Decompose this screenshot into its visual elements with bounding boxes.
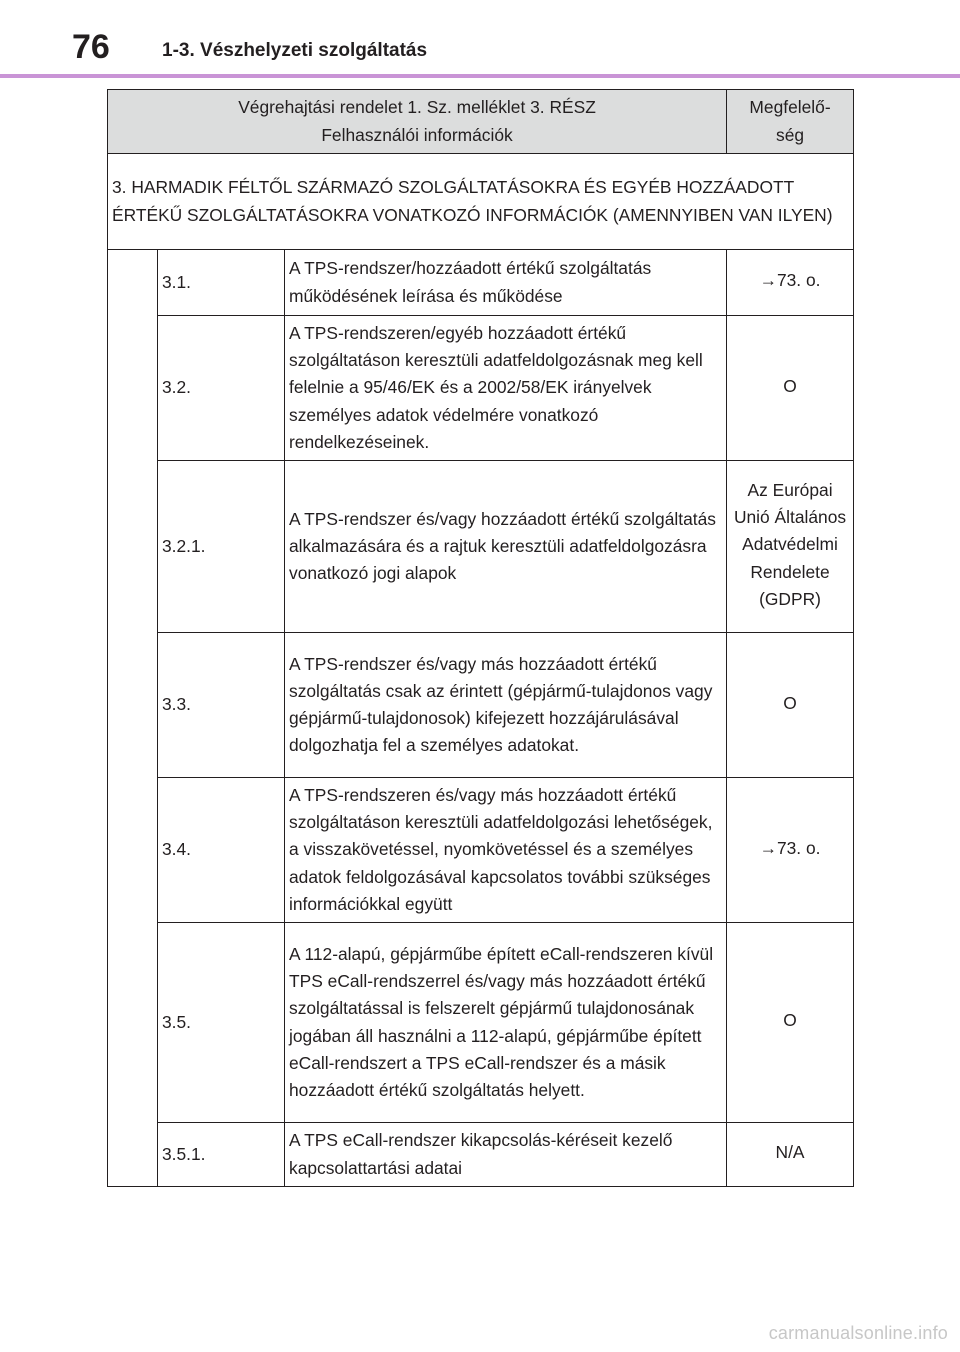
row-text: A TPS-rendszeren és/vagy más hozzáadott értékű szolgáltatáson keresztüli adatfeldolgozási lehetőségek, a visszakövetéssel, nyomkövetéssel és a személyes adatok feldolgozásával kapcsolatos további szükséges információkkal együtt <box>285 778 727 923</box>
section-heading-row <box>108 154 854 250</box>
header-title-line-1: Végrehajtási rendelet 1. Sz. melléklet 3. RÉSZ <box>238 97 596 118</box>
row-reference: Az Európai Unió Általános Adatvédelmi Rendelete (GDPR) <box>727 461 854 633</box>
section-title: 1-3. Vészhelyzeti szolgáltatás <box>162 40 428 61</box>
header-title-cell <box>108 90 727 154</box>
row-text: A TPS-rendszer/hozzáadott értékű szolgáltatás működésének leírása és működése <box>285 250 727 316</box>
indent-cell <box>108 250 158 1187</box>
header-title-line-2: Felhasználói információk <box>321 124 513 145</box>
row-text: A TPS-rendszeren/egyéb hozzáadott értékű szolgáltatáson keresztüli adatfeldolgozásnak meg kell felelnie a 95/46/EK és a 2002/58/EK irányelvek személyes adatok védelmére vonatkozó rendelkezéseinek. <box>285 316 727 461</box>
table-row <box>108 778 854 923</box>
page-number: 76 <box>72 28 110 66</box>
table-row <box>108 461 854 633</box>
row-reference: O <box>727 923 854 1123</box>
row-reference: O <box>727 316 854 461</box>
row-number: 3.4. <box>158 778 285 923</box>
row-reference: →73. o. <box>727 250 854 316</box>
row-reference: →73. o. <box>727 778 854 923</box>
row-text: A TPS-rendszer és/vagy más hozzáadott értékű szolgáltatás csak az érintett (gépjármű-tulajdonos vagy gépjármű-tulajdonosok) kifejezett hozzájárulásával dolgozhatja fel a személyes adatokat. <box>285 633 727 778</box>
header-compliance-cell <box>727 90 854 154</box>
table-row <box>108 316 854 461</box>
row-number: 3.2. <box>158 316 285 461</box>
header-divider <box>0 74 960 78</box>
row-number: 3.5.1. <box>158 1123 285 1187</box>
table-row <box>108 633 854 778</box>
row-reference: N/A <box>727 1123 854 1187</box>
row-number: 3.2.1. <box>158 461 285 633</box>
row-number: 3.3. <box>158 633 285 778</box>
table-header-row <box>108 90 854 154</box>
table-row <box>108 923 854 1123</box>
watermark: carmanualsonline.info <box>768 1323 948 1343</box>
header-compliance-line-2: ség <box>776 124 805 145</box>
table-row <box>108 250 854 316</box>
table-row <box>108 1123 854 1187</box>
row-number: 3.1. <box>158 250 285 316</box>
section-heading: 3. HARMADIK FÉLTŐL SZÁRMAZÓ SZOLGÁLTATÁSOKRA ÉS EGYÉB HOZZÁADOTT ÉRTÉKŰ SZOLGÁLTATÁSOKRA VONATKOZÓ INFORMÁCIÓK (AMENNYIBEN VAN ILYEN) <box>108 154 854 250</box>
row-text: A TPS-rendszer és/vagy hozzáadott értékű szolgáltatás alkalmazására és a rajtuk keresztüli adatfeldolgozásra vonatkozó jogi alapok <box>285 461 727 633</box>
user-information-table <box>107 89 854 1187</box>
row-text: A TPS eCall-rendszer kikapcsolás-kéréseit kezelő kapcsolattartási adatai <box>285 1123 727 1187</box>
row-text: A 112-alapú, gépjárműbe épített eCall-rendszeren kívül TPS eCall-rendszerrel és/vagy más hozzáadott értékű szolgáltatással is felszerelt gépjármű tulajdonosának jogában áll használni a 112-alapú, gépjárműbe épített eCall-rendszert a TPS eCall-rendszer és a másik hozzáadott értékű szolgáltatás helyett. <box>285 923 727 1123</box>
row-reference: O <box>727 633 854 778</box>
header-compliance-line-1: Megfelelő- <box>749 97 831 118</box>
row-number: 3.5. <box>158 923 285 1123</box>
